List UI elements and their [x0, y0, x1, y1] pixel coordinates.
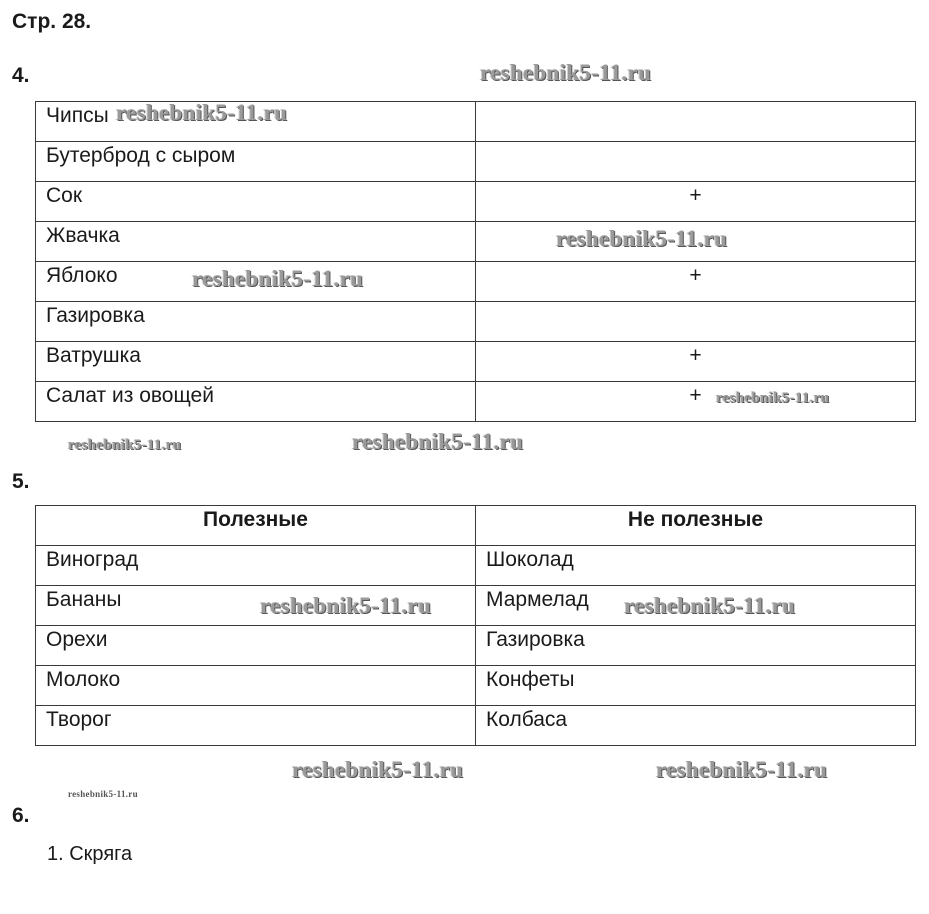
table-row	[36, 222, 916, 262]
table-row	[36, 302, 916, 342]
watermark: reshebnik5-11.ru	[716, 390, 830, 406]
watermark: reshebnik5-11.ru	[192, 266, 364, 291]
watermark: reshebnik5-11.ru	[624, 593, 796, 618]
table-row	[36, 626, 916, 666]
food-item: Газировка	[36, 302, 476, 342]
table-row	[36, 342, 916, 382]
column-header-healthy: Полезные	[36, 506, 476, 546]
watermark: reshebnik5-11.ru	[556, 226, 728, 251]
table-row	[36, 666, 916, 706]
watermark: reshebnik5-11.ru	[68, 437, 182, 453]
food-item: Жвачка	[36, 222, 476, 262]
food-item: Сок	[36, 182, 476, 222]
watermark: reshebnik5-11.ru	[480, 60, 652, 85]
healthy-food: Молоко	[36, 666, 476, 706]
unhealthy-food: Мармелад	[476, 586, 916, 626]
table-row	[36, 706, 916, 746]
healthy-mark: +	[476, 262, 916, 302]
unhealthy-food: Колбаса	[476, 706, 916, 746]
task6-number: 6.	[12, 804, 30, 827]
healthy-mark	[476, 302, 916, 342]
food-item: Салат из овощей	[36, 382, 476, 422]
column-header-unhealthy: Не полезные	[476, 506, 916, 546]
table-row	[36, 182, 916, 222]
healthy-mark: +	[476, 182, 916, 222]
watermark: reshebnik5-11.ru	[116, 100, 288, 125]
healthy-mark: +	[476, 342, 916, 382]
healthy-food: Бананы	[36, 586, 476, 626]
task5-number: 5.	[12, 470, 30, 493]
watermark: reshebnik5-11.ru	[352, 429, 524, 454]
task4-number: 4.	[12, 64, 30, 87]
healthy-mark	[476, 222, 916, 262]
task5-table	[35, 505, 916, 746]
table-row	[36, 546, 916, 586]
food-item: Яблоко	[36, 262, 476, 302]
task4-table	[35, 101, 916, 422]
table-row	[36, 102, 916, 142]
watermark: reshebnik5-11.ru	[292, 757, 464, 782]
task6-answer: 1. Скряга	[47, 843, 133, 865]
unhealthy-food: Конфеты	[476, 666, 916, 706]
watermark: reshebnik5-11.ru	[68, 789, 138, 799]
healthy-food: Виноград	[36, 546, 476, 586]
watermark: reshebnik5-11.ru	[260, 593, 432, 618]
table-row	[36, 586, 916, 626]
food-item: Ватрушка	[36, 342, 476, 382]
table-row	[36, 262, 916, 302]
table-row	[36, 382, 916, 422]
table-header-row	[36, 506, 916, 546]
healthy-food: Творог	[36, 706, 476, 746]
unhealthy-food: Шоколад	[476, 546, 916, 586]
food-item: Чипсы	[36, 102, 476, 142]
watermark: reshebnik5-11.ru	[656, 757, 828, 782]
unhealthy-food: Газировка	[476, 626, 916, 666]
table-row	[36, 142, 916, 182]
page-label: Стр. 28.	[12, 10, 92, 33]
healthy-food: Орехи	[36, 626, 476, 666]
healthy-mark: +	[476, 382, 916, 422]
food-item: Бутерброд с сыром	[36, 142, 476, 182]
healthy-mark	[476, 102, 916, 142]
healthy-mark	[476, 142, 916, 182]
